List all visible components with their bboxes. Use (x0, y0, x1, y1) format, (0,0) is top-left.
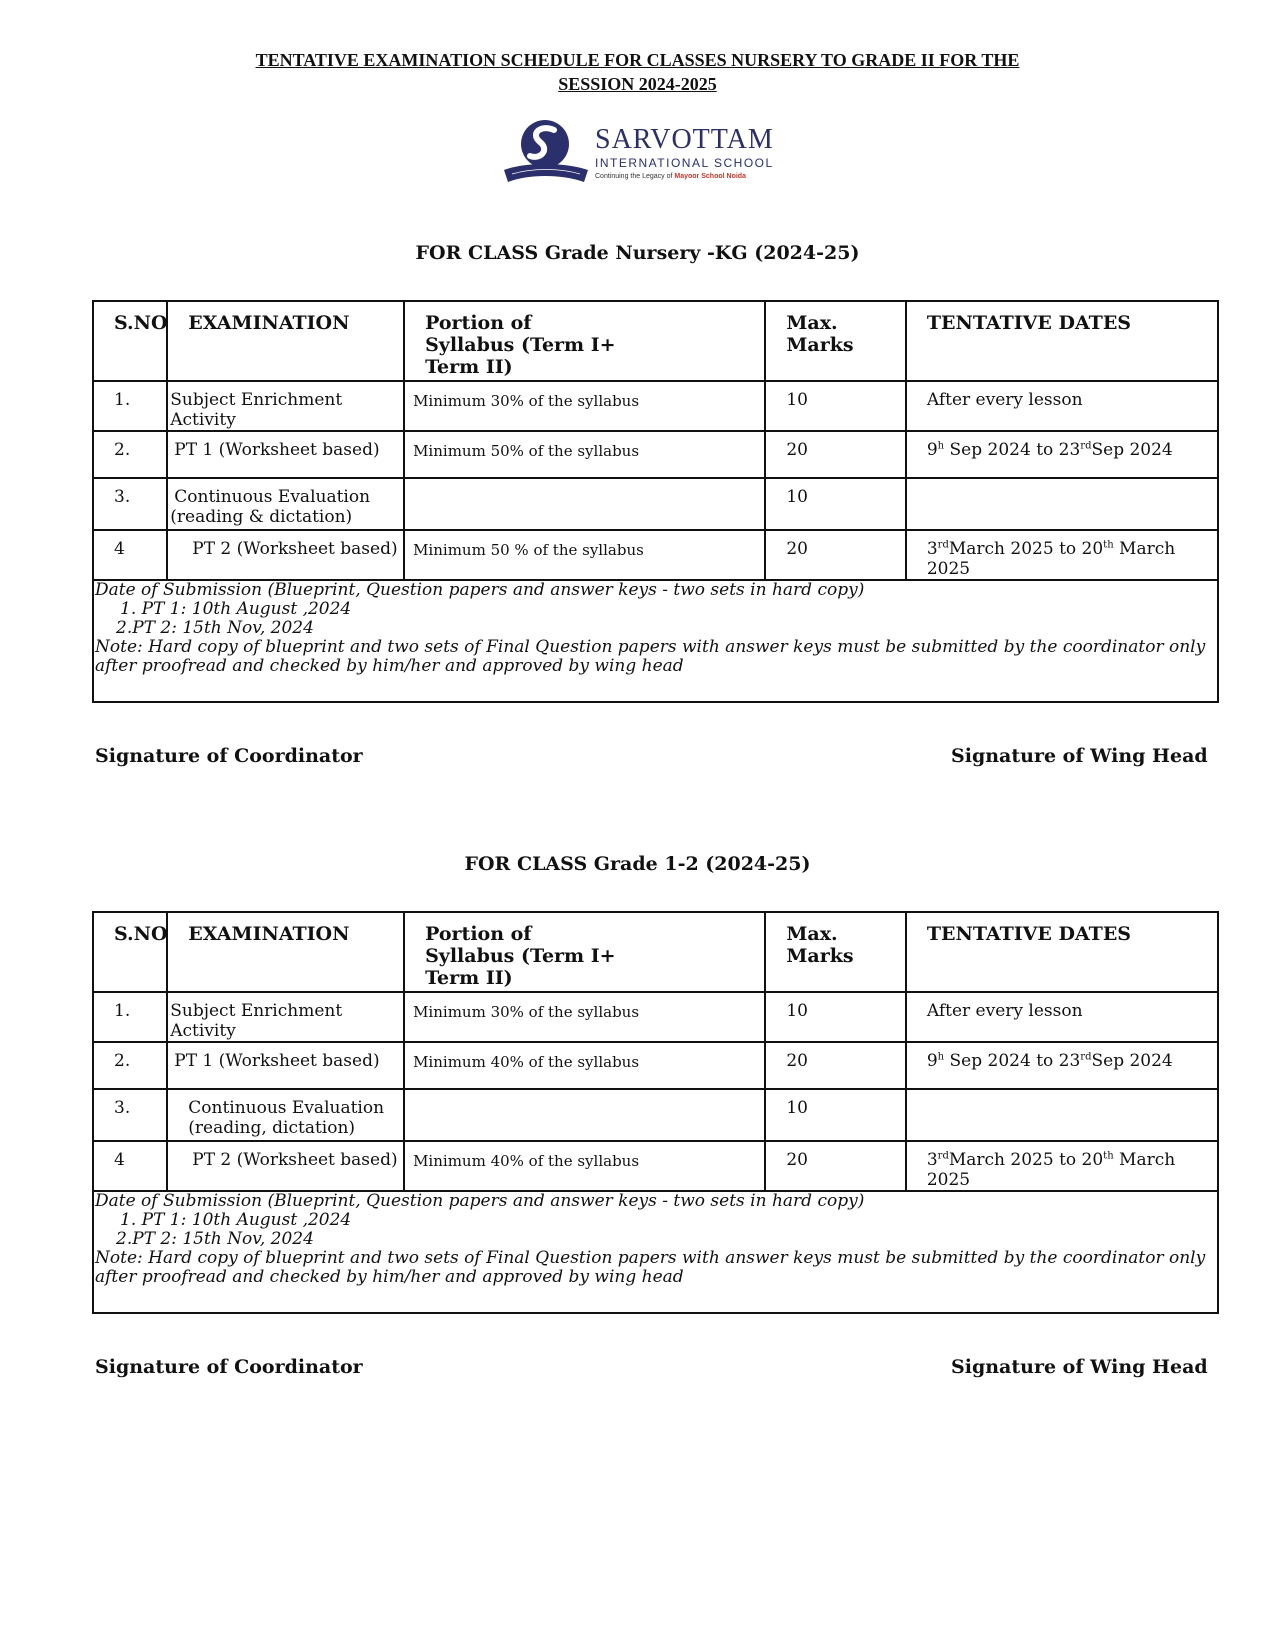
submission-notes (93, 1191, 1218, 1313)
title-line-1: TENTATIVE EXAMINATION SCHEDULE FOR CLASSES NURSERY TO GRADE II FOR THE (255, 50, 1020, 70)
cell-examination: Continuous Evaluation (reading, dictation) (167, 1089, 404, 1141)
cell-sno: 3. (93, 1089, 167, 1141)
cell-portion: Minimum 50 % of the syllabus (404, 530, 765, 580)
cell-sno: 4 (93, 1141, 167, 1191)
cell-portion (404, 478, 765, 530)
school-logo (500, 118, 774, 198)
table-row (93, 1141, 1218, 1191)
cell-portion (404, 1089, 765, 1141)
portion-header-line-3: Term II) (425, 967, 513, 989)
logo-tagline (595, 173, 774, 180)
col-header-examination: EXAMINATION (167, 301, 404, 381)
notes-line: 1. PT 1: 10th August ,2024 (120, 1210, 352, 1230)
table-row (93, 381, 1218, 431)
table-row (93, 992, 1218, 1042)
cell-sno: 3. (93, 478, 167, 530)
schedule-table-nursery-kg (92, 300, 1219, 703)
signature-coordinator: Signature of Coordinator (95, 1356, 363, 1378)
document-title (180, 48, 1095, 96)
col-header-tentative-dates: TENTATIVE DATES (906, 912, 1218, 992)
notes-row (93, 580, 1218, 702)
col-header-max-marks: Max. Marks (765, 301, 905, 381)
section-heading-grade-1-2: FOR CLASS Grade 1-2 (2024-25) (464, 853, 811, 875)
table-row (93, 478, 1218, 530)
cell-date: 9$^h$ Sep 2024 to 23rdSep 2024 (906, 431, 1218, 478)
cell-sno: 2. (93, 431, 167, 478)
logo-name: SARVOTTAM (595, 124, 774, 155)
cell-examination: Subject Enrichment Activity (167, 992, 404, 1042)
cell-date: 3rdMarch 2025 to 20th March 2025 (906, 1141, 1218, 1191)
cell-max-marks: 20 (765, 530, 905, 580)
cell-max-marks: 10 (765, 1089, 905, 1141)
notes-line: Note: Hard copy of blueprint and two sets of Final Question papers with answer keys must be submitted by the coordinator only after proofread and checked by him/her and approved by wing head (95, 1248, 1206, 1287)
notes-line: Date of Submission (Blueprint, Question papers and answer keys - two sets in hard copy) (95, 1191, 865, 1211)
notes-line: 2.PT 2: 15th Nov, 2024 (116, 618, 314, 638)
col-header-sno: S.NO (93, 301, 167, 381)
cell-date: 3rdMarch 2025 to 20th March 2025 (906, 530, 1218, 580)
cell-sno: 1. (93, 992, 167, 1042)
cell-date (906, 1089, 1218, 1141)
cell-max-marks: 20 (765, 1042, 905, 1089)
notes-line: Note: Hard copy of blueprint and two sets of Final Question papers with answer keys must be submitted by the coordinator only after proofread and checked by him/her and approved by wing head (95, 637, 1206, 676)
cell-date: 9$^h$ Sep 2024 to 23rdSep 2024 (906, 1042, 1218, 1089)
table-header-row (93, 912, 1218, 992)
cell-sno: 2. (93, 1042, 167, 1089)
cell-max-marks: 10 (765, 992, 905, 1042)
section-heading-nursery-kg: FOR CLASS Grade Nursery -KG (2024-25) (415, 242, 860, 264)
portion-header-line-2: Syllabus (Term I+ (425, 945, 616, 967)
portion-header-line-3: Term II) (425, 356, 513, 378)
cell-portion: Minimum 30% of the syllabus (404, 381, 765, 431)
cell-examination: PT 1 (Worksheet based) (167, 431, 404, 478)
cell-examination: PT 2 (Worksheet based) (167, 530, 404, 580)
signature-wing-head: Signature of Wing Head (951, 1356, 1208, 1378)
cell-max-marks: 10 (765, 381, 905, 431)
cell-sno: 4 (93, 530, 167, 580)
signature-wing-head: Signature of Wing Head (951, 745, 1208, 767)
cell-max-marks: 20 (765, 431, 905, 478)
portion-header-line-1: Portion of (425, 923, 532, 945)
signature-coordinator: Signature of Coordinator (95, 745, 363, 767)
cell-examination: PT 2 (Worksheet based) (167, 1141, 404, 1191)
table-header-row (93, 301, 1218, 381)
col-header-examination: EXAMINATION (167, 912, 404, 992)
cell-max-marks: 10 (765, 478, 905, 530)
school-emblem-icon (500, 118, 595, 190)
portion-header-line-2: Syllabus (Term I+ (425, 334, 616, 356)
cell-examination: PT 1 (Worksheet based) (167, 1042, 404, 1089)
cell-portion: Minimum 50% of the syllabus (404, 431, 765, 478)
cell-date: After every lesson (906, 992, 1218, 1042)
cell-portion: Minimum 30% of the syllabus (404, 992, 765, 1042)
notes-line: Date of Submission (Blueprint, Question papers and answer keys - two sets in hard copy) (95, 580, 865, 600)
cell-examination: Subject Enrichment Activity (167, 381, 404, 431)
notes-line: 1. PT 1: 10th August ,2024 (120, 599, 352, 619)
col-header-max-marks: Max. Marks (765, 912, 905, 992)
schedule-table-grade-1-2 (92, 911, 1219, 1314)
table-row (93, 1089, 1218, 1141)
notes-row (93, 1191, 1218, 1313)
notes-line: 2.PT 2: 15th Nov, 2024 (116, 1229, 314, 1249)
cell-date: After every lesson (906, 381, 1218, 431)
logo-tagline-prefix: Continuing the Legacy of (595, 173, 675, 180)
col-header-sno: S.NO (93, 912, 167, 992)
table-row (93, 431, 1218, 478)
col-header-portion (404, 301, 765, 381)
cell-date (906, 478, 1218, 530)
logo-tagline-highlight: Mayoor School Noida (674, 173, 746, 180)
col-header-portion (404, 912, 765, 992)
cell-portion: Minimum 40% of the syllabus (404, 1042, 765, 1089)
table-row (93, 530, 1218, 580)
col-header-tentative-dates: TENTATIVE DATES (906, 301, 1218, 381)
cell-examination: Continuous Evaluation (reading & dictation) (167, 478, 404, 530)
cell-sno: 1. (93, 381, 167, 431)
table-row (93, 1042, 1218, 1089)
submission-notes (93, 580, 1218, 702)
title-line-2: SESSION 2024-2025 (558, 74, 717, 94)
portion-header-line-1: Portion of (425, 312, 532, 334)
logo-subtitle: INTERNATIONAL SCHOOL (595, 156, 774, 170)
cell-portion: Minimum 40% of the syllabus (404, 1141, 765, 1191)
cell-max-marks: 20 (765, 1141, 905, 1191)
